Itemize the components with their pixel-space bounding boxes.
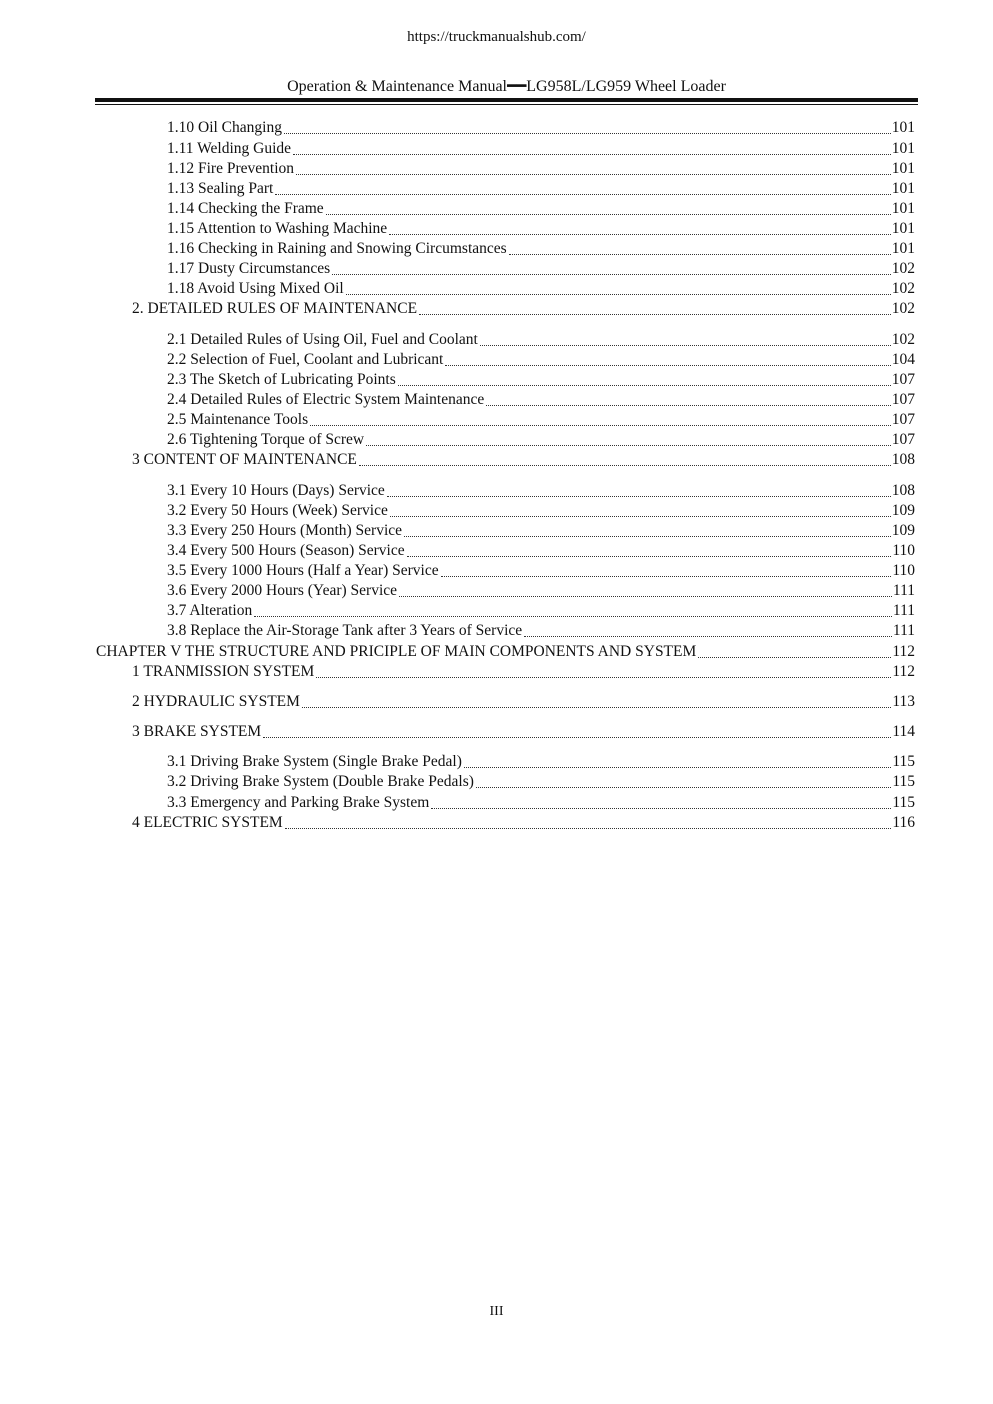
toc-entry-page: 101 [891,140,915,157]
toc-entry-page: 102 [891,260,915,277]
toc-entry-label: 1.13 Sealing Part [167,180,274,197]
toc-entry-label: 2.3 The Sketch of Lubricating Points [167,371,396,388]
toc-entry-label: 3.1 Every 10 Hours (Days) Service [167,482,385,499]
toc-entry [167,259,915,279]
toc-entry-page: 110 [892,542,915,559]
toc-entry-page: 101 [891,119,915,136]
toc-entry-label: 1.10 Oil Changing [167,119,282,136]
toc-entry-label: 3.2 Every 50 Hours (Week) Service [167,502,388,519]
toc-dot-leader [366,445,891,446]
toc-dot-leader [486,405,891,406]
toc-entry-label: 1.18 Avoid Using Mixed Oil [167,280,344,297]
toc-entry [167,601,915,621]
toc-dot-leader [441,576,892,577]
toc-entry-page: 101 [891,220,915,237]
toc-dot-leader [310,425,891,426]
toc-dot-leader [524,636,892,637]
toc-entry-label: 3.8 Replace the Air-Storage Tank after 3 Years of Service [167,622,523,639]
site-url: https://truckmanualshub.com/ [407,29,586,45]
toc-entry-label: 1.17 Dusty Circumstances [167,260,331,277]
toc-dot-leader [326,214,891,215]
toc-entry-label: 3.5 Every 1000 Hours (Half a Year) Service [167,562,439,579]
toc-entry [167,370,915,390]
toc-entry [167,350,915,370]
toc-dot-leader [390,516,891,517]
toc-entry [167,139,915,159]
toc-entry-label: 1.16 Checking in Raining and Snowing Circumstances [167,240,507,257]
toc-dot-leader [254,616,892,617]
toc-entry-page: 101 [891,240,915,257]
toc-entry-label: 3.3 Emergency and Parking Brake System [167,794,430,811]
toc-dot-leader [407,556,892,557]
toc-dot-leader [263,737,891,738]
toc-entry [167,118,915,138]
toc-entry-page: 102 [891,300,915,317]
toc-entry-page: 111 [892,602,915,619]
toc-entry-label: 2.4 Detailed Rules of Electric System Maintenance [167,391,485,408]
toc-entry-label: 1.14 Checking the Frame [167,200,324,217]
toc-entry [167,793,915,813]
toc-entry-page: 115 [892,794,915,811]
toc-entry-label: 3.4 Every 500 Hours (Season) Service [167,542,405,559]
toc-dot-leader [445,365,890,366]
toc-entry-page: 110 [892,562,915,579]
toc-entry-label: 1 TRANMISSION SYSTEM [132,663,315,680]
toc-dot-leader [316,677,891,678]
toc-entry [167,501,915,521]
toc-entry-page: 107 [891,391,915,408]
toc-entry-label: 3 BRAKE SYSTEM [132,723,262,740]
toc-entry-page: 112 [892,643,915,660]
toc-entry [167,621,915,641]
toc-entry-label: 1.12 Fire Prevention [167,160,294,177]
toc-entry-label: 3.3 Every 250 Hours (Month) Service [167,522,403,539]
toc-entry-page: 101 [891,160,915,177]
document-header-title: Operation & Maintenance Manual━━LG958L/LG959 Wheel Loader [287,78,726,95]
toc-dot-leader [480,345,891,346]
toc-entry-page: 115 [892,753,915,770]
toc-dot-leader [302,707,891,708]
toc-entry-label: 3 CONTENT OF MAINTENANCE [132,451,357,468]
toc-entry-page: 104 [891,351,915,368]
toc-entry [132,692,915,712]
toc-entry [167,772,915,792]
header-rule-thick [95,98,918,102]
toc-dot-leader [296,174,891,175]
toc-dot-leader [275,194,890,195]
toc-dot-leader [346,294,891,295]
toc-entry-label: 2.2 Selection of Fuel, Coolant and Lubricant [167,351,444,368]
header-rule-thin [95,104,918,105]
toc-entry-label: 2 HYDRAULIC SYSTEM [132,693,300,710]
toc-entry [167,561,915,581]
toc-entry-page: 108 [891,482,915,499]
toc-dot-leader [419,314,891,315]
toc-dot-leader [293,154,891,155]
toc-entry [167,330,915,350]
toc-dot-leader [284,133,891,134]
page-number: III [489,1304,504,1319]
toc-dot-leader [404,536,891,537]
toc-dot-leader [285,828,892,829]
toc-entry [167,199,915,219]
toc-entry [167,581,915,601]
toc-entry-label: 3.2 Driving Brake System (Double Brake Pedals) [167,773,474,790]
toc-entry-label: 2. DETAILED RULES OF MAINTENANCE [132,300,418,317]
toc-entry-label: 3.1 Driving Brake System (Single Brake Pedal) [167,753,462,770]
toc-dot-leader [698,657,891,658]
toc-entry-page: 107 [891,411,915,428]
toc-entry [132,662,915,682]
toc-entry-label: 4 ELECTRIC SYSTEM [132,814,283,831]
toc-entry [167,179,915,199]
toc-entry-label: 3.7 Alteration [167,602,253,619]
toc-entry [167,752,915,772]
toc-dot-leader [387,496,891,497]
toc-entry-page: 102 [891,331,915,348]
toc-entry-label: 2.5 Maintenance Tools [167,411,309,428]
toc-entry-page: 109 [891,522,915,539]
toc-entry-page: 107 [891,371,915,388]
toc-dot-leader [464,767,891,768]
toc-entry-label: 3.6 Every 2000 Hours (Year) Service [167,582,398,599]
toc-entry [167,410,915,430]
toc-entry-page: 108 [891,451,915,468]
toc-dot-leader [389,234,891,235]
toc-entry-page: 102 [891,280,915,297]
toc-entry-page: 111 [892,622,915,639]
toc-entry-page: 113 [892,693,915,710]
toc-dot-leader [332,274,891,275]
toc-entry [167,239,915,259]
toc-entry-page: 101 [891,180,915,197]
toc-dot-leader [398,385,891,386]
toc-entry-label: 1.15 Attention to Washing Machine [167,220,388,237]
toc-entry-page: 107 [891,431,915,448]
toc-entry [167,159,915,179]
toc-dot-leader [476,787,891,788]
toc-entry-label: 2.6 Tightening Torque of Screw [167,431,365,448]
toc-entry [132,450,915,470]
toc-entry-page: 115 [892,773,915,790]
toc-entry-label: 2.1 Detailed Rules of Using Oil, Fuel and Coolant [167,331,478,348]
toc-dot-leader [359,465,891,466]
toc-entry [167,390,915,410]
toc-entry-page: 109 [891,502,915,519]
toc-entry [96,642,915,662]
toc-entry-page: 111 [892,582,915,599]
toc-entry-page: 101 [891,200,915,217]
toc-entry [167,521,915,541]
toc-entry-page: 114 [892,723,915,740]
toc-entry [132,722,915,742]
toc-entry [132,299,915,319]
toc-entry-page: 112 [892,663,915,680]
toc-entry [167,279,915,299]
toc-dot-leader [509,254,891,255]
toc-dot-leader [399,596,892,597]
toc-entry [132,813,915,833]
toc-entry-label: CHAPTER V THE STRUCTURE AND PRICIPLE OF MAIN COMPONENTS AND SYSTEM [96,643,697,660]
toc-entry [167,219,915,239]
toc-dot-leader [431,808,891,809]
toc-entry-label: 1.11 Welding Guide [167,140,292,157]
toc-entry [167,481,915,501]
toc-entry-page: 116 [892,814,915,831]
toc-entry [167,541,915,561]
toc-entry [167,430,915,450]
